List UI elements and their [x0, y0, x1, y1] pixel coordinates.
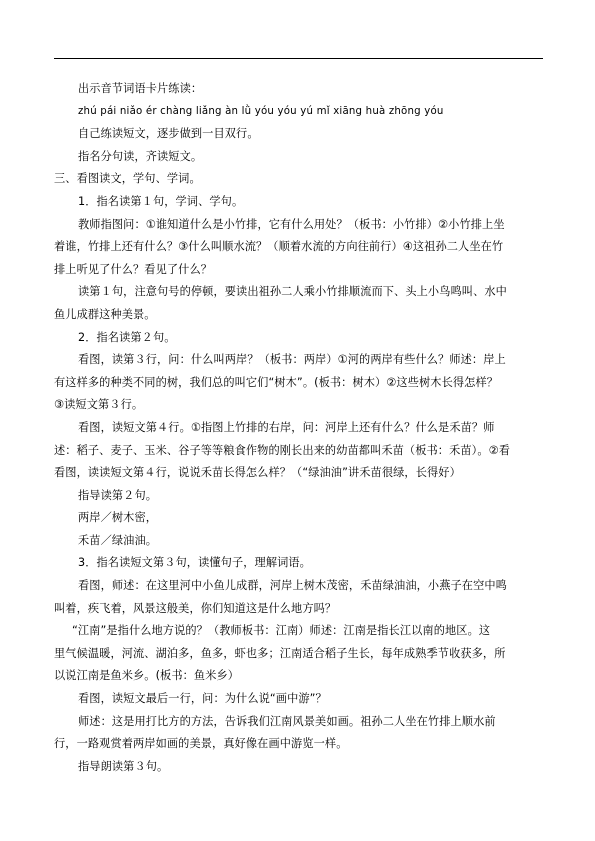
- text-line: 看图，读短文最后一行，问：为什么说“画中游”？: [78, 692, 327, 706]
- text-line: 鱼儿成群这种美景。: [54, 307, 156, 321]
- text-line: 指名分句读，齐读短文。: [78, 149, 203, 163]
- text-line: 自己练读短文，逐步做到一目双行。: [78, 127, 259, 141]
- text-line: 读第１句，注意句号的停顿，要读出祖孙二人乘小竹排顺流而下、头上小鸟鸣叫、水中: [78, 285, 507, 299]
- text-line: 以说江南是鱼米乡。(板书：鱼米乡）: [54, 669, 240, 683]
- text-line: 教师指图问：①谁知道什么是小竹排，它有什么用处？（板书：小竹排）②小竹排上坐: [78, 217, 505, 231]
- header-rule: [54, 58, 543, 59]
- text-line: 看图，读读短文第４行，说说禾苗长得怎么样？（“绿油油”讲禾苗很绿，长得好）: [54, 466, 461, 480]
- text-line: 师述：这是用打比方的方法，告诉我们江南风景美如画。祖孙二人坐在竹排上顺水前: [78, 714, 496, 728]
- text-line: 指导读第２句。: [78, 488, 158, 502]
- text-line: 3．指名读短文第３句，读懂句子，理解词语。: [78, 556, 311, 570]
- text-line: 出示音节词语卡片练读：: [78, 82, 203, 95]
- text-line: 禾苗／绿油油。: [78, 533, 158, 547]
- text-line: zhú pái niǎo ér chàng liǎng àn lǜ yóu yóu yú mǐ xiāng huà zhōng yóu: [78, 105, 444, 117]
- text-line: 着谁，竹排上还有什么？③什么叫顺水流？（顺着水流的方向往前行）④这祖孙二人坐在竹: [54, 240, 504, 254]
- text-line: 指导朗读第３句。: [78, 759, 169, 773]
- text-line: 2．指名读第２句。: [78, 330, 176, 344]
- text-line: ③读短文第３行。: [54, 398, 144, 412]
- text-line: 排上听见了什么？看见了什么？: [54, 262, 213, 276]
- document-body: [54, 78, 543, 778]
- text-line: 1．指名读第１句，学词、学句。: [78, 194, 244, 208]
- text-line: 有这样多的种类不同的树，我们总的叫它们“树木”。(板书：树木）②这些树木长得怎样？: [54, 375, 499, 389]
- text-line: 两岸／树木密，: [78, 511, 158, 525]
- text-line: 看图，读短文第４行。①指图上竹排的右岸，问：河岸上还有什么？什么是禾苗？师: [78, 420, 495, 434]
- text-line: 里气候温暖，河流、湖泊多，鱼多，虾也多；江南适合稻子生长，每年成熟季节收获多，所: [54, 646, 506, 660]
- text-line: “江南”是指什么地方说的？（教师板书：江南）师述：江南是指长江以南的地区。这: [72, 624, 491, 638]
- text-line: 看图，师述：在这里河中小鱼儿成群，河岸上树木茂密，禾苗绿油油，小燕子在空中鸣: [78, 579, 507, 593]
- text-line: 述：稻子、麦子、玉米、谷子等等粮食作物的刚长出来的幼苗都叫禾苗（板书：禾苗）。②看: [54, 443, 511, 457]
- text-line: 三、看图读文，学句、学词。: [54, 172, 201, 186]
- text-line: 行，一路观赏着两岸如画的美景，真好像在画中游览一样。: [54, 737, 348, 751]
- text-line: 叫着，疾飞着，风景这般美，你们知道这是什么地方吗？: [54, 601, 337, 615]
- text-line: 看图，读第３行，问：什么叫两岸？（板书：两岸）①河的两岸有些什么？师述：岸上: [78, 353, 506, 367]
